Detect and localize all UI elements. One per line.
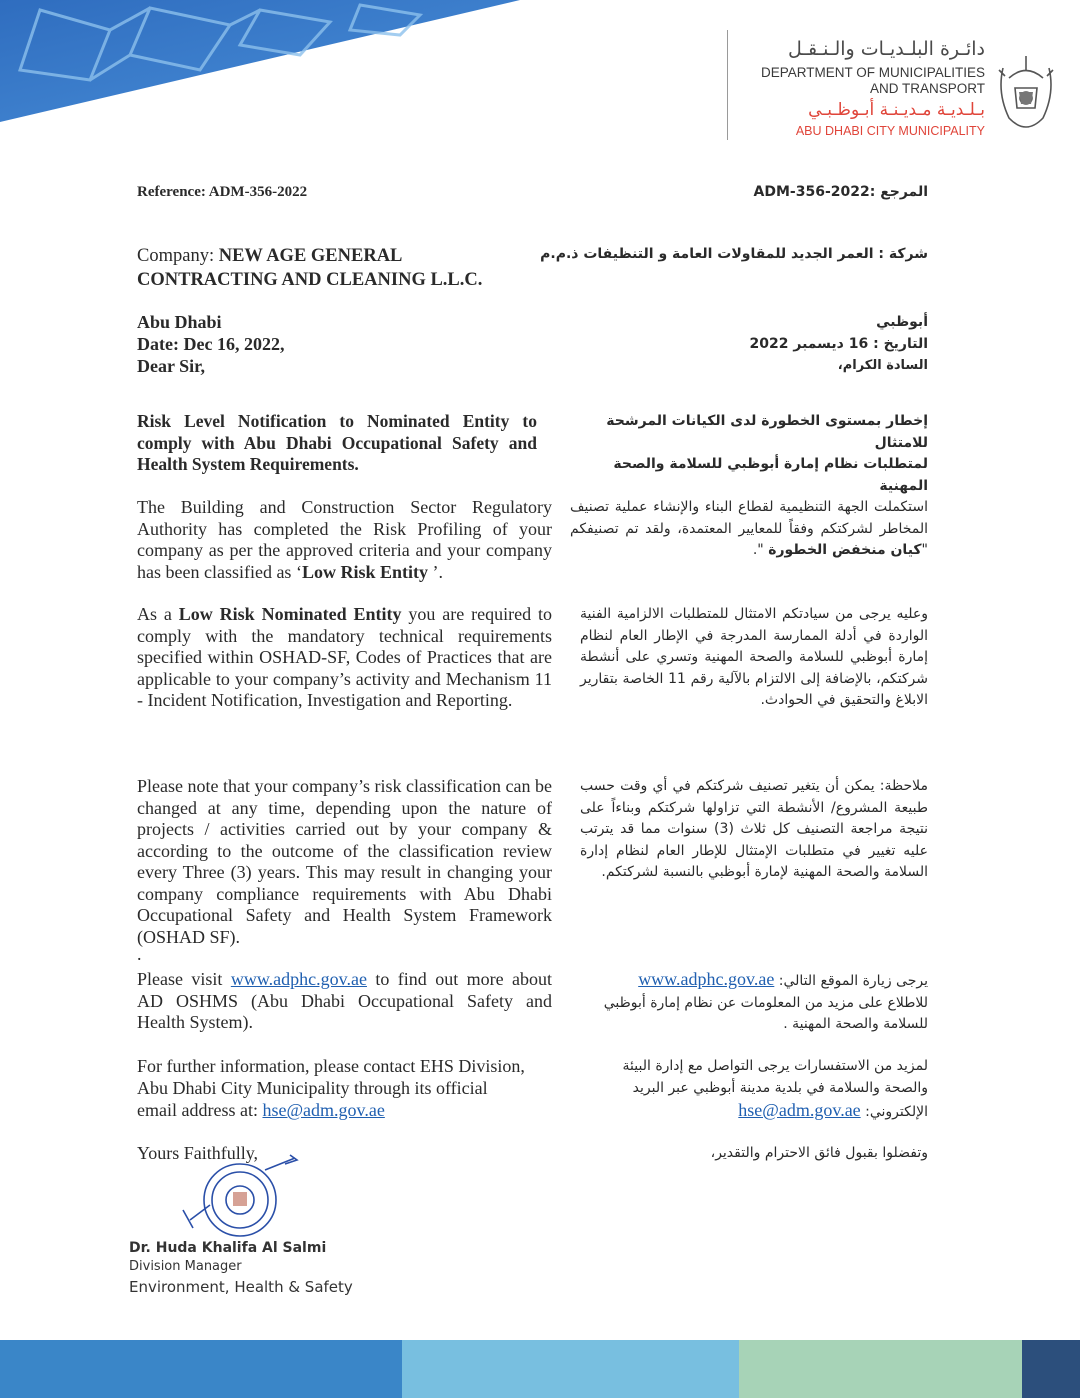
- para1-en-text: The Building and Construction Sector Regulatory Authority has completed the Risk Profiling of your company as per the approved criteria and your company has been classified as ‘: [137, 497, 552, 582]
- muni-name-en: ABU DHABI CITY MUNICIPALITY: [795, 124, 985, 138]
- city-en: Abu Dhabi: [137, 312, 222, 332]
- para1-ar: [570, 497, 928, 562]
- footer-segment-light-blue: [402, 1340, 739, 1398]
- signatory-title: Division Manager: [129, 1259, 242, 1274]
- para5-en-email-label: email address at:: [137, 1100, 258, 1120]
- closing-ar: وتفضلوا بقبول فائق الاحترام والتقدير،: [710, 1145, 928, 1161]
- para4-ar-text: للاطلاع على مزيد من المعلومات عن نظام إمارة أبوظبي للسلامة والصحة المهنية .: [603, 994, 928, 1032]
- para5-ar-line-2: والصحة والسلامة في بلدية مدينة أبوظبي عبر البريد: [632, 1080, 928, 1096]
- dept-name-en-2: AND TRANSPORT: [869, 81, 985, 96]
- para5-en-line-3: [137, 1099, 557, 1121]
- hse-email-link-en[interactable]: hse@adm.gov.ae: [262, 1100, 385, 1120]
- company-name-2: CONTRACTING AND CLEANING L.L.C.: [137, 270, 483, 290]
- muni-name-ar: بـلـديـة مـديـنـة أبـوظـبـي: [808, 100, 985, 120]
- address-block-en: [137, 311, 284, 377]
- para1-ar-text: استكملت الجهة التنظيمية لقطاع البناء والإنشاء عملية تصنيف المخاطر لشركتكم وفقاً للمعايير المعتمدة، ولقد تم تصنيفكم ": [570, 499, 928, 558]
- date-en: Date: Dec 16, 2022,: [137, 334, 285, 354]
- footer-segment-blue: [0, 1340, 402, 1398]
- company-en: [137, 244, 557, 292]
- para2-en-text: you are required to comply with the mandatory technical requirements specified within OSHAD-SF, Codes of Practices that are applicable to your company’s activity and Mechanism 11 - Incident Notification, Investigation and Reporting.: [137, 604, 552, 710]
- company-label: Company:: [137, 246, 215, 266]
- para5-en: [137, 1055, 557, 1121]
- para2-en: [137, 604, 552, 712]
- para1-ar-bold: كيان منخفض الخطورة: [768, 542, 922, 558]
- adphc-link-en[interactable]: www.adphc.gov.ae: [230, 969, 367, 989]
- para1-en-bold: Low Risk Entity: [301, 561, 428, 582]
- para2-en-start: As a: [137, 604, 179, 624]
- footer-segment-green: [739, 1340, 1022, 1398]
- subject-ar-line-2: لمتطلبات نظام إمارة أبوظبي للسلامة والصحة المهنية: [613, 456, 928, 494]
- greeting-en: Dear Sir,: [137, 356, 206, 376]
- para4-en-text: to find out more about AD OSHMS (Abu Dhabi Occupational Safety and Health System).: [137, 969, 552, 1032]
- dept-name-ar: دائـرة البلـديـات والـنـقـل: [788, 38, 985, 60]
- hse-email-link-ar[interactable]: hse@adm.gov.ae: [738, 1100, 861, 1120]
- footer-band: [0, 1340, 1080, 1398]
- para1-en-end: ’.: [427, 561, 443, 582]
- para2-en-bold: Low Risk Nominated Entity: [178, 604, 402, 624]
- header-divider: [727, 30, 728, 140]
- official-stamp-seal: [165, 1150, 305, 1250]
- signatory-dept: Environment, Health & Safety: [129, 1278, 353, 1296]
- para5-ar-line-1: لمزيد من الاستفسارات يرجى التواصل مع إدارة البيئة: [622, 1058, 928, 1074]
- closing-en: Yours Faithfully,: [137, 1143, 259, 1163]
- para4-en: [137, 969, 552, 1034]
- para4-en-start: Please visit: [137, 969, 231, 989]
- para3-ar: ملاحظة: يمكن أن يتغير تصنيف شركتكم في أي وقت حسب طبيعة المشروع/ الأنشطة التي تزاولها شركتكم وبناءاً على نتيجة مراجعة التصنيف كل ثلاث (3) سنوات مما قد يترتب عليه تغيير في متطلبات الإمتثال للإطار العام لنظام إدارة السلامة والصحة المهنية لإمارة أبوظبي بالنسبة لشركتكم.: [580, 778, 928, 880]
- para4-ar-start: يرجى زيارة الموقع التالي:: [774, 973, 928, 989]
- para5-en-line-1: For further information, please contact EHS Division,: [137, 1056, 525, 1076]
- footer-segment-navy: [1022, 1340, 1080, 1398]
- para4-ar: [570, 969, 928, 1036]
- subject-en: Risk Level Notification to Nominated Entity to comply with Abu Dhabi Occupational Safety and Health System Requirements.: [137, 411, 537, 474]
- city-ar: أبوظبي: [876, 314, 928, 330]
- reference-en: Reference: ADM-356-2022: [137, 184, 308, 200]
- stray-dot: .: [137, 944, 142, 964]
- para1-en: [137, 497, 552, 583]
- date-ar: التاريخ : 16 ديسمبر 2022: [749, 336, 928, 352]
- para1-ar-end: ".: [752, 542, 769, 558]
- para2-ar: وعليه يرجى من سيادتكم الامتثال للمتطلبات الالزامية الفنية الواردة في أدلة الممارسة المدرجة في الإطار العام لنظام إمارة أبوظبي للسلامة والصحة المهنية وتسري على أنشطة شركتكم، بالإضافة إلى الالتزام بالآلية رقم 11 الخاصة بتقارير الابلاغ والتحقيق في الحوادث.: [580, 606, 928, 708]
- subject-ar-line-1: إخطار بمستوى الخطورة لدى الكيانات المرشحة للامتثال: [606, 413, 928, 451]
- adphc-link-ar[interactable]: www.adphc.gov.ae: [638, 969, 775, 989]
- greeting-ar: السادة الكرام،: [837, 358, 928, 373]
- address-block-ar: [640, 311, 928, 377]
- subject-ar: [570, 411, 928, 497]
- signatory-name: Dr. Huda Khalifa Al Salmi: [129, 1240, 327, 1256]
- company-name-1: NEW AGE GENERAL: [218, 246, 403, 266]
- abu-dhabi-emblem-icon: [995, 48, 1057, 138]
- company-ar: شركة : العمر الجديد للمقاولات العامة و التنظيفات ذ.م.م: [540, 246, 928, 262]
- para5-en-line-2: Abu Dhabi City Municipality through its official: [137, 1078, 488, 1098]
- header-banner-graphic: [0, 0, 530, 125]
- para3-en: Please note that your company’s risk classification can be changed at any time, depending upon the nature of projects / activities carried out by your company & according to the outcome of the classification review every Three (3) years. This may result in changing your company compliance requirements with Abu Dhabi Occupational Safety and Health System Framework (OSHAD SF).: [137, 776, 552, 947]
- para5-ar-email-label: الإلكتروني:: [865, 1104, 928, 1120]
- reference-ar: المرجع :ADM-356-2022: [753, 184, 928, 200]
- dept-name-en-1: DEPARTMENT OF MUNICIPALITIES: [760, 65, 985, 80]
- para5-ar-line-3: [590, 1099, 928, 1123]
- para5-ar: [590, 1055, 928, 1123]
